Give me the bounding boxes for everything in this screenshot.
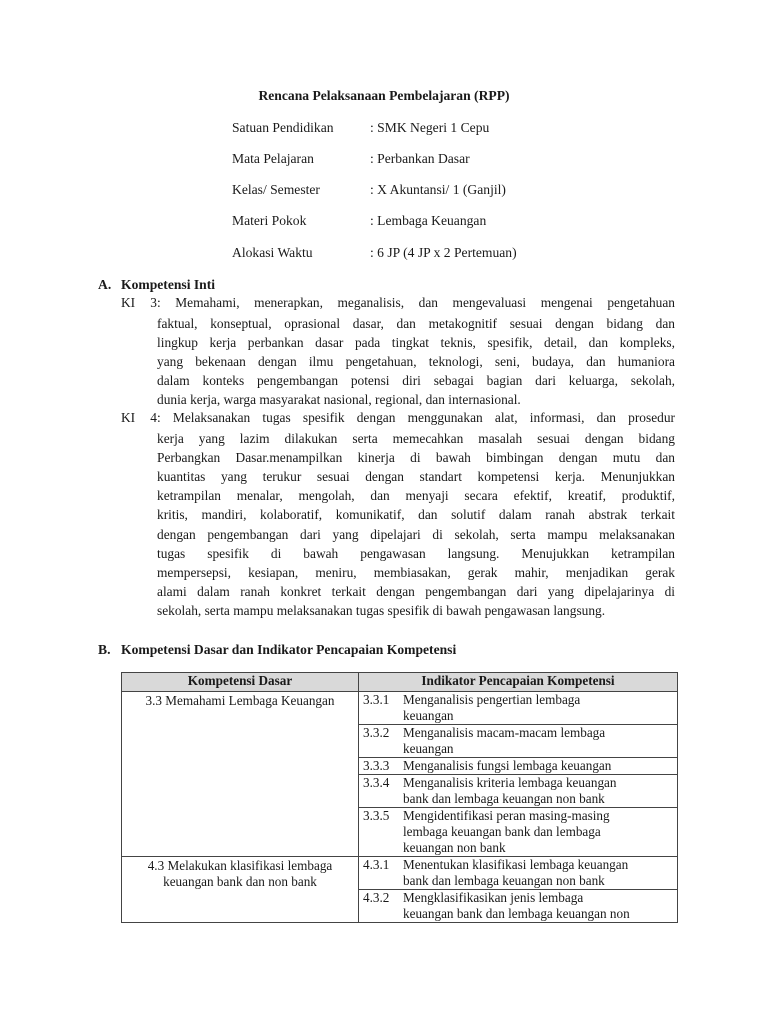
ki4-line: ketrampilan menalar, mengolah, dan menyaji secara efektif, kreatif, produktif, — [157, 488, 675, 504]
ki3-line: yang bekenaan dengan ilmu pengetahuan, teknologi, seni, budaya, dan humaniora — [157, 354, 675, 370]
indicator-cell — [359, 808, 678, 857]
indicator-cell — [359, 758, 678, 775]
indicator-number: 3.3.2 — [363, 725, 390, 740]
ki4-line: sekolah, serta mampu melaksanakan tugas spesifik di bawah pengawasan langsung. — [157, 602, 606, 618]
kd-text: 4.3 Melakukan klasifikasi lembaga — [147, 858, 333, 873]
section-letter: B. — [98, 642, 111, 657]
meta-value: : X Akuntansi/ 1 (Ganjil) — [370, 182, 506, 197]
competency-table — [121, 672, 678, 923]
kd-cell — [122, 692, 359, 857]
indicator-cell — [359, 725, 678, 758]
section-letter: A. — [98, 277, 112, 292]
indicator-number: 3.3.4 — [363, 775, 390, 790]
meta-value: : Perbankan Dasar — [370, 151, 470, 166]
indicator-text: keuangan non bank — [403, 840, 506, 855]
indicator-number: 4.3.2 — [363, 890, 390, 905]
indicator-cell — [359, 890, 678, 923]
meta-row-satuan — [232, 120, 489, 136]
ki4-line: kritis, mandiri, kolaboratif, komunikatif, dan solutif dalam ranah abstrak terkait — [157, 507, 675, 523]
meta-value: : Lembaga Keuangan — [370, 213, 487, 228]
indicator-text: Menganalisis pengertian lembaga — [403, 692, 581, 707]
table-header-row — [122, 673, 678, 692]
meta-row-materi — [232, 213, 486, 229]
indicator-text: bank dan lembaga keuangan non bank — [403, 873, 605, 888]
ki3-line: faktual, konseptual, oprasional dasar, dan metakognitif sesuai dengan bidang dan — [157, 316, 675, 332]
ki3-line: KI 3: Memahami, menerapkan, meganalisis, dan mengevaluasi mengenai pengetahuan — [121, 295, 675, 310]
indicator-number: 3.3.3 — [363, 758, 390, 773]
meta-label: Mata Pelajaran — [232, 151, 314, 166]
meta-label: Satuan Pendidikan — [232, 120, 334, 135]
column-header-indicator: Indikator Pencapaian Kompetensi — [359, 673, 678, 692]
meta-label: Materi Pokok — [232, 213, 307, 228]
ki3-label: KI 3 — [121, 295, 157, 310]
meta-label: Kelas/ Semester — [232, 182, 320, 197]
table-row — [122, 692, 678, 725]
indicator-text: keuangan bank dan lembaga keuangan non — [403, 906, 630, 921]
ki4-line: dengan pengembangan dari yang dipelajari di sekolah, serta mampu melaksanakan — [157, 526, 675, 542]
section-title: Kompetensi Inti — [121, 277, 216, 292]
ki4-block — [121, 410, 675, 620]
table-row — [122, 857, 678, 890]
indicator-cell — [359, 692, 678, 725]
meta-row-kelas — [232, 182, 506, 198]
ki4-label: KI 4 — [121, 410, 157, 425]
ki3-line: dunia kerja, warga masyarakat nasional, regional, dan internasional. — [157, 392, 521, 408]
indicator-text: Menganalisis kriteria lembaga keuangan — [403, 775, 617, 790]
meta-label: Alokasi Waktu — [232, 245, 313, 260]
meta-row-alokasi — [232, 245, 517, 261]
ki3-line: lingkup kerja perbankan dasar pada tingkat teknis, spesifik, detail, dan kompleks, — [157, 335, 675, 351]
ki3-line: dalam konteks pengembangan potensi diri sebagai bagian dari keluarga, sekolah, — [157, 373, 675, 389]
ki4-line: kuantitas yang terukur sesuai dengan standart kompetensi kerja. Menunjukkan — [157, 469, 675, 485]
indicator-text: Mengklasifikasikan jenis lembaga — [403, 890, 584, 905]
indicator-cell — [359, 857, 678, 890]
indicator-text: lembaga keuangan bank dan lembaga — [403, 824, 601, 839]
section-title: Kompetensi Dasar dan Indikator Pencapaian Kompetensi — [121, 642, 457, 657]
document-title: Rencana Pelaksanaan Pembelajaran (RPP) — [258, 88, 510, 103]
kd-text: 3.3 Memahami Lembaga Keuangan — [145, 693, 335, 708]
indicator-text: Menentukan klasifikasi lembaga keuangan — [403, 857, 629, 872]
column-header-kd: Kompetensi Dasar — [122, 673, 359, 692]
indicator-text: keuangan — [403, 708, 454, 723]
indicator-text: bank dan lembaga keuangan non bank — [403, 791, 605, 806]
ki4-line: KI 4: Melaksanakan tugas spesifik dengan menggunakan alat, informasi, dan prosedur — [121, 410, 675, 425]
indicator-number: 4.3.1 — [363, 857, 390, 872]
ki3-continuation — [121, 314, 675, 409]
ki4-line: alami dalam ranah konkret terkait dengan pengembangan dari yang dipelajarinya di — [157, 583, 675, 599]
ki4-line: kerja yang lazim dilakukan serta memecahkan masalah sesuai dengan bidang — [157, 431, 675, 447]
indicator-text: Menganalisis fungsi lembaga keuangan — [403, 758, 612, 773]
ki4-continuation — [121, 429, 675, 620]
ki4-line: tugas spesifik di bawah pengawasan langsung. Menujukkan ketrampilan — [157, 545, 675, 561]
indicator-number: 3.3.5 — [363, 808, 390, 823]
kd-text: keuangan bank dan non bank — [163, 874, 317, 889]
ki4-line: mempersepsi, kesiapan, meniru, membiasakan, gerak mahir, menjadikan gerak — [157, 564, 675, 580]
kd-cell — [122, 857, 359, 923]
indicator-text: Mengidentifikasi peran masing-masing — [403, 808, 610, 823]
section-a-heading — [98, 277, 215, 293]
meta-row-mapel — [232, 151, 470, 167]
meta-value: : 6 JP (4 JP x 2 Pertemuan) — [370, 245, 517, 260]
indicator-number: 3.3.1 — [363, 692, 390, 707]
indicator-text: Menganalisis macam-macam lembaga — [403, 725, 606, 740]
meta-value: : SMK Negeri 1 Cepu — [370, 120, 490, 135]
section-b-heading — [98, 642, 456, 658]
indicator-text: keuangan — [403, 741, 454, 756]
ki3-block — [121, 295, 675, 410]
indicator-cell — [359, 775, 678, 808]
ki4-line: Perbangkan Dasar.menampilkan kinerja di bawah bimbingan dengan mutu dan — [157, 450, 675, 466]
